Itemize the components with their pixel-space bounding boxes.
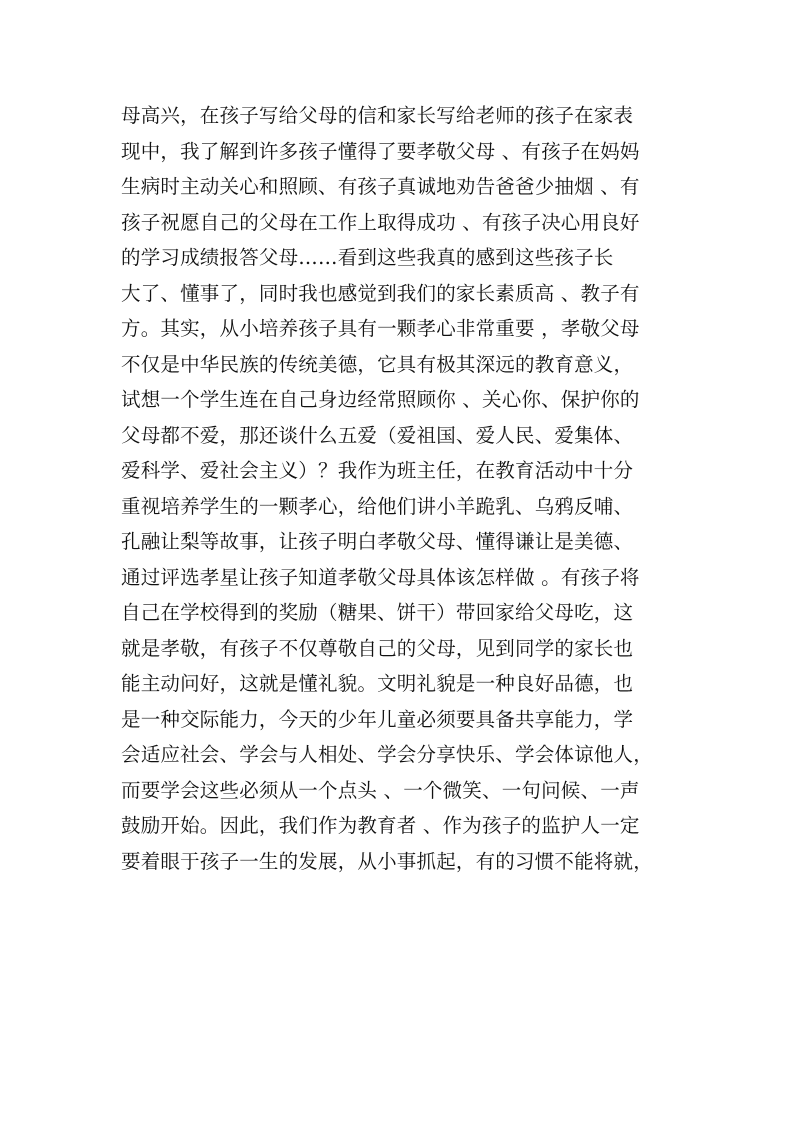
text-line: 母高兴，在孩子写给父母的信和家长写给老师的孩子在家表 <box>121 104 634 127</box>
text-line: 自己在学校得到的奖励（糖果、饼干）带回家给父母吃，这 <box>121 601 634 624</box>
text-line: 孔融让梨等故事，让孩子明白孝敬父母、懂得谦让是美德、 <box>121 530 634 553</box>
text-line: 父母都不爱，那还谈什么五爱（爱祖国、爱人民、爱集体、 <box>121 423 634 447</box>
text-line: 的学习成绩报答父母……看到这些我真的感到这些孩子长 <box>121 246 614 269</box>
text-line: 不仅是中华民族的传统美德，它具有极其深远的教育意义， <box>121 352 634 376</box>
text-line: 就是孝敬，有孩子不仅尊敬自己的父母，见到同学的家长也 <box>121 636 634 660</box>
text-line: 生病时主动关心和照顾、有孩子真诚地劝告爸爸少抽烟 、有 <box>121 175 640 198</box>
text-line: 孩子祝愿自己的父母在工作上取得成功 、有孩子决心用良好 <box>121 210 640 234</box>
body-paragraph <box>121 98 691 879</box>
text-line: 会适应社会、学会与人相处、学会分享快乐、学会体谅他人， <box>121 743 653 766</box>
text-line: 试想一个学生连在自己身边经常照顾你 、关心你、保护你的 <box>121 388 640 411</box>
text-line: 是一种交际能力，今天的少年儿童必须要具备共享能力，学 <box>121 707 634 731</box>
text-line: 要着眼于孩子一生的发展，从小事抓起，有的习惯不能将就， <box>121 849 653 873</box>
text-line: 而要学会这些必须从一个点头 、一个微笑、一句问候、一声 <box>121 778 640 802</box>
text-line: 现中，我了解到许多孩子懂得了要孝敬父母 、有孩子在妈妈 <box>121 139 640 163</box>
text-line: 通过评选孝星让孩子知道孝敬父母具体该怎样做 。有孩子将 <box>121 565 640 589</box>
text-line: 大了、懂事了，同时我也感觉到我们的家长素质高 、教子有 <box>121 281 640 305</box>
text-line: 方。其实，从小培养孩子具有一颗孝心非常重要 ，孝敬父母 <box>121 317 640 340</box>
text-line: 重视培养学生的一颗孝心，给他们讲小羊跪乳、乌鸦反哺、 <box>121 494 634 518</box>
text-line: 鼓励开始。因此，我们作为教育者 、作为孩子的监护人一定 <box>121 814 640 837</box>
text-line: 能主动问好，这就是懂礼貌。文明礼貌是一种良好品德，也 <box>121 672 634 695</box>
text-line: 爱科学、爱社会主义）？我作为班主任，在教育活动中十分 <box>121 459 634 482</box>
